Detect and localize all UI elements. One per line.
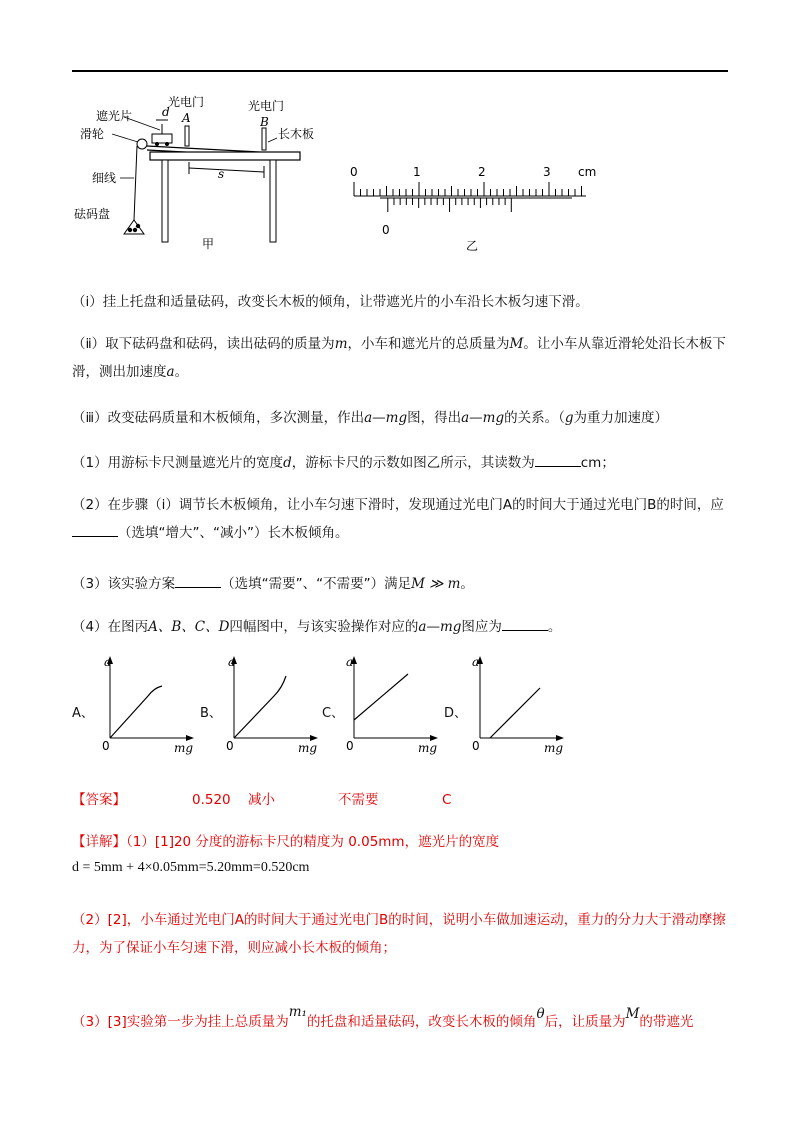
label-photogate-2: 光电门: [248, 99, 285, 113]
top-rule: [72, 70, 728, 72]
vernier-tick-0: 0: [382, 223, 390, 237]
vernier-figure: [340, 160, 610, 252]
step-ii-text-b: ，小车和遮光片的总质量为: [347, 336, 510, 352]
pulley-icon: [137, 139, 147, 149]
q3-condition: M ≫ m: [411, 576, 461, 592]
var-M-2: M: [625, 1006, 640, 1022]
q2-answer-blank[interactable]: [72, 522, 118, 537]
width-formula: d = 5mm + 4×0.05mm=5.20mm=0.520cm: [72, 860, 310, 875]
q4-text-d: 。: [547, 619, 562, 635]
graph-c-ylabel: a: [346, 655, 354, 669]
explanation-tag: 【详解】: [72, 834, 126, 850]
q4-amg: a—mg: [418, 619, 462, 635]
question-1: [72, 452, 732, 473]
main-tick-0: 0: [350, 165, 358, 179]
label-s: s: [218, 167, 225, 181]
main-tick-3: 3: [543, 165, 551, 179]
step-ii-text-c: 。让小车从靠近滑轮处沿长木板下滑，测出加速度: [72, 336, 726, 380]
q2-text-b: （选填“增大”、“减小”）长木板倾角。: [118, 525, 349, 541]
explanation-text-1: （1）[1]20 分度的游标卡尺的精度为 0.05mm，遮光片的宽度: [126, 834, 500, 850]
explanation-text-3c: 后，让质量为: [544, 1014, 626, 1030]
unit-label: cm: [578, 165, 597, 179]
photogate-b-icon: [262, 128, 266, 150]
step-ii: [72, 330, 732, 386]
step-i-text: 挂上托盘和适量砝码，改变长木板的倾角，让带遮光片的小车沿长木板匀速下滑。: [102, 294, 589, 310]
graph-c-xlabel: mg: [418, 741, 438, 755]
answer-tag: 【答案】: [72, 792, 126, 808]
graph-c-origin: 0: [346, 739, 354, 753]
graph-a-origin: 0: [102, 739, 110, 753]
label-a: A: [182, 111, 191, 125]
graph-b-xlabel: mg: [298, 741, 318, 755]
q1-text-b: ，游标卡尺的示数如图乙所示，其读数为: [291, 455, 535, 471]
graph-b-origin: 0: [226, 739, 234, 753]
step-iii: [72, 408, 732, 428]
q2-text-a: （2）在步骤（ⅰ）调节长木板倾角，让小车匀速下滑时，发现通过光电门A的时间大于通过光电门B的时间，应: [72, 497, 724, 513]
answer-2: 减小: [248, 792, 275, 808]
graph-b-curve: [234, 676, 286, 738]
var-g: g: [564, 410, 574, 426]
graph-d-ylabel: a: [472, 655, 480, 669]
table-top: [150, 152, 300, 160]
q4-text-b: 四幅图中，与该实验操作对应的: [229, 619, 419, 635]
graph-d-origin: 0: [472, 739, 480, 753]
graph-d-option-label: D、: [444, 706, 468, 721]
q4-letters: A、B、C、D: [148, 619, 230, 635]
graph-option-d[interactable]: [444, 652, 564, 756]
q4-text-c: 图应为: [461, 619, 502, 635]
q3-text-b: （选填“需要”、“不需要”）满足: [221, 576, 412, 592]
explanation-text-3a: （3）[3]实验第一步为挂上总质量为: [72, 1014, 289, 1030]
graph-d-line: [490, 688, 540, 738]
var-d: d: [283, 455, 292, 471]
answer-3: 不需要: [338, 792, 379, 808]
label-zheguangpian: 遮光片: [96, 109, 133, 123]
table-leg-left: [162, 160, 168, 242]
explanation-p1: [72, 832, 732, 852]
main-tick-2: 2: [478, 165, 486, 179]
graph-option-c[interactable]: [322, 652, 438, 756]
graph-option-b[interactable]: [200, 652, 318, 756]
explanation-text-3b: 的托盘和适量砝码，改变长木板的倾角: [306, 1014, 537, 1030]
graph-d-xlabel: mg: [544, 741, 564, 755]
caption-jia: 甲: [202, 237, 215, 251]
main-tick-1: 1: [413, 165, 421, 179]
step-iii-text-d: 为重力加速度）: [573, 410, 669, 426]
q3-text-a: （3）该实验方案: [72, 576, 176, 592]
step-ii-text-a: （ⅱ）取下砝码盘和砝码，读出砝码的质量为: [72, 336, 335, 352]
q1-answer-blank[interactable]: [535, 452, 581, 467]
explanation-p3: [72, 1004, 732, 1032]
graph-option-a[interactable]: [72, 652, 194, 756]
question-2: [72, 491, 732, 547]
var-m: m: [334, 336, 348, 352]
string-line: [134, 146, 137, 220]
cart-icon: [152, 134, 172, 143]
graph-c-option-label: C、: [322, 706, 345, 721]
caption-yi: 乙: [466, 239, 479, 252]
label-b: B: [260, 115, 269, 129]
graph-a-xlabel: mg: [174, 741, 194, 755]
graph-a-ylabel: a: [104, 655, 112, 669]
answer-row: [72, 790, 732, 810]
step-i: [72, 292, 732, 312]
var-amg-2: a—mg: [461, 410, 505, 426]
graph-b-ylabel: a: [228, 655, 236, 669]
var-theta: θ: [536, 1006, 545, 1022]
var-amg-1: a—mg: [364, 410, 408, 426]
label-photogate-1: 光电门: [168, 95, 205, 109]
graph-b-option-label: B、: [200, 706, 222, 721]
q4-answer-blank[interactable]: [502, 616, 548, 631]
graph-c-line: [354, 674, 408, 720]
label-string: 细线: [92, 171, 117, 185]
q1-text-c: cm；: [580, 455, 615, 471]
label-board: 长木板: [278, 127, 315, 141]
graph-a-curve: [110, 686, 162, 738]
step-iii-text-b: 图，得出: [407, 410, 462, 426]
step-ii-text-d: 。: [174, 364, 189, 380]
main-scale: [354, 182, 582, 196]
question-3: [72, 573, 732, 594]
table-leg-right: [270, 160, 276, 242]
label-d: d: [162, 105, 170, 119]
graph-a-option-label: A、: [72, 706, 94, 721]
var-a: a: [166, 364, 175, 380]
label-pulley: 滑轮: [80, 127, 105, 141]
var-M: M: [509, 336, 524, 352]
q4-text-a: （4）在图丙: [72, 619, 149, 635]
explanation-p2: （2）[2]，小车通过光电门A的时间大于通过光电门B的时间，说明小车做加速运动，重力的分力大于滑动摩擦力，为了保证小车匀速下滑，则应减小长木板的倾角；: [72, 912, 726, 956]
q3-text-c: 。: [460, 576, 474, 592]
apparatus-figure: [72, 92, 332, 252]
q3-answer-blank[interactable]: [175, 573, 221, 588]
photogate-a-icon: [185, 126, 189, 146]
answer-1: 0.520: [192, 792, 231, 808]
step-i-prefix: （ⅰ）: [72, 294, 103, 310]
answer-4: C: [442, 792, 452, 808]
s-arrow: [189, 168, 264, 172]
question-4: [72, 616, 732, 637]
step-iii-text-a: （ⅲ）改变砝码质量和木板倾角，多次测量，作出: [72, 410, 365, 426]
explanation-text-3d: 的带遮光: [639, 1014, 694, 1030]
q1-text-a: （1）用游标卡尺测量遮光片的宽度: [72, 455, 284, 471]
var-m1: m₁: [288, 1004, 307, 1020]
step-iii-text-c: 的关系。（: [504, 410, 565, 426]
label-weight-pan: 砝码盘: [74, 207, 111, 221]
vernier-scale: [388, 198, 512, 212]
